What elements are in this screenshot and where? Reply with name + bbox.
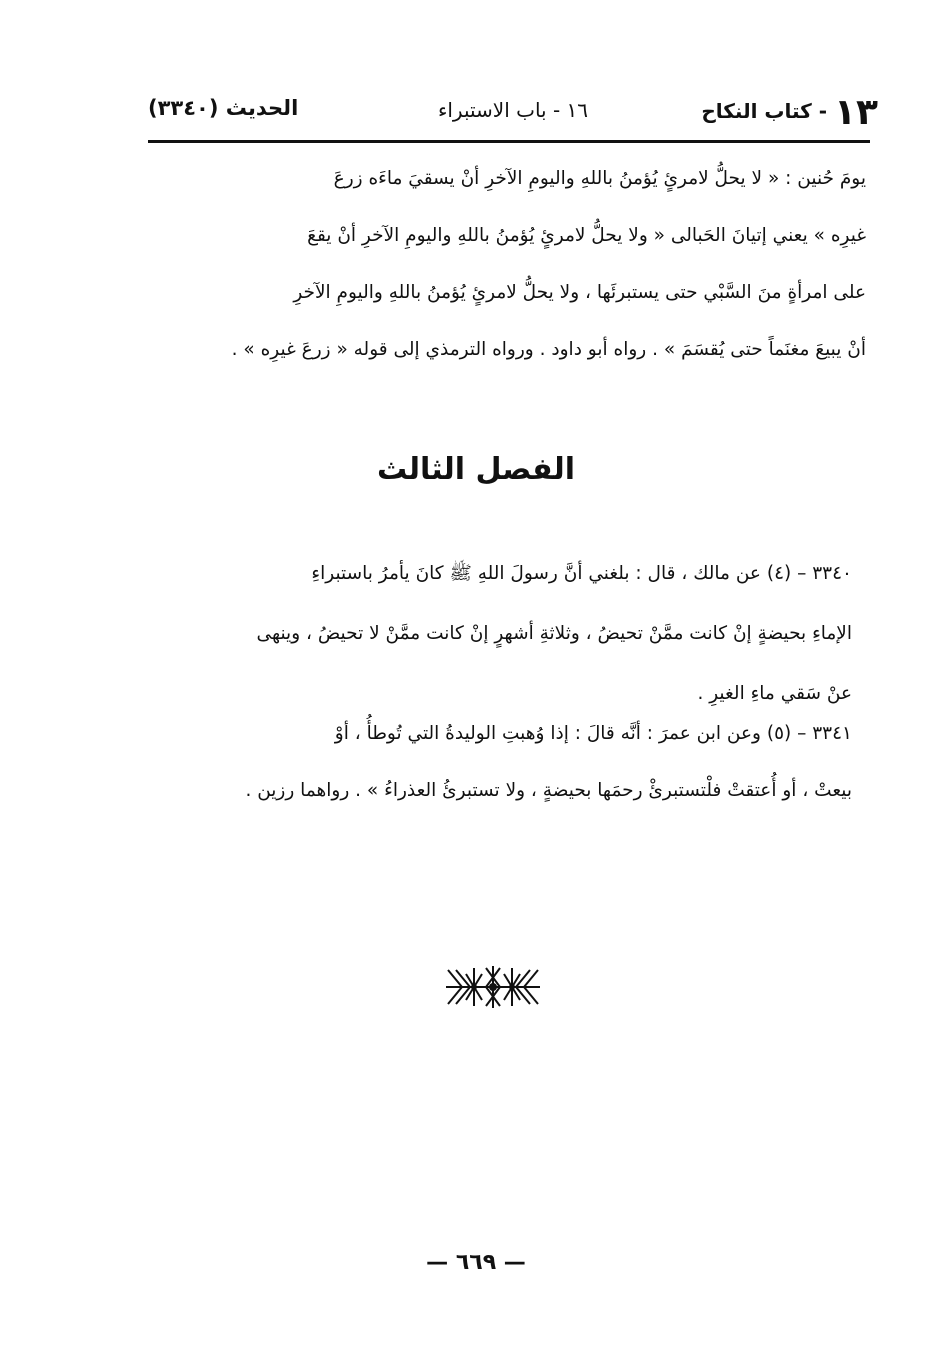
text-line: ٣٣٤٠ – (٤) عن مالك ، قال : بلغني أنَّ رسولَ اللهِ ﷺ كانَ يأمرُ باستبراءِ — [311, 563, 852, 584]
text-line: ٣٣٤١ – (٥) وعن ابن عمرَ : أنَّه قالَ : إذا وُهبتِ الوليدةُ التي تُوطأُ ، أوْ — [334, 723, 852, 744]
header-book-label: - كتاب النكاح — [701, 99, 828, 123]
text-line: عنْ سَقي ماءِ الغيرِ . — [697, 683, 852, 704]
page-number: — ٦٦٩ — — [426, 1250, 526, 1275]
text-line: يومَ حُنين : « لا يحلُّ لامرئٍ يُؤمنُ باللهِ واليومِ الآخرِ أنْ يسقيَ ماءَه زرعَ — [333, 168, 866, 189]
text-line: بيعتْ ، أو أُعتقتْ فلْتستبرئْ رحمَها بحيضةٍ ، ولا تستبرئُ العذراءُ » . رواهما رزين . — [245, 780, 852, 801]
page-header — [148, 92, 878, 132]
text-line: الإماءِ بحيضةٍ إنْ كانت ممَّنْ تحيضُ ، وثلاثةِ أشهرٍ إنْ كانت ممَّنْ لا تحيضُ ، وينهى — [256, 623, 852, 644]
header-book-number: ١٣ — [834, 92, 878, 133]
continued-text — [140, 150, 866, 378]
hadith-3341 — [140, 705, 852, 819]
text-line: أنْ يبيعَ مغنَماً حتى يُقسَمَ » . رواه أبو داود . ورواه الترمذي إلى قوله « زرعَ غيرِه » . — [231, 339, 866, 360]
header-rule — [148, 140, 870, 143]
header-hadith-number: الحديث (٣٣٤٠) — [148, 96, 299, 120]
text-line: على امرأةٍ منَ السَّبْي حتى يستبرئَها ، ولا يحلُّ لامرئٍ يُؤمنُ باللهِ واليومِ الآخرِ — [293, 282, 866, 303]
decorative-ornament-icon — [444, 962, 542, 1012]
header-chapter-title: ١٦ - باب الاستبراء — [437, 98, 589, 122]
hadith-3340 — [140, 544, 852, 724]
section-title: الفصل الثالث — [376, 452, 575, 487]
text-line: غيرِه » يعني إتيانَ الحَبالى « ولا يحلُّ لامرئٍ يُؤمنُ باللهِ واليومِ الآخرِ أنْ يقعَ — [307, 225, 866, 246]
